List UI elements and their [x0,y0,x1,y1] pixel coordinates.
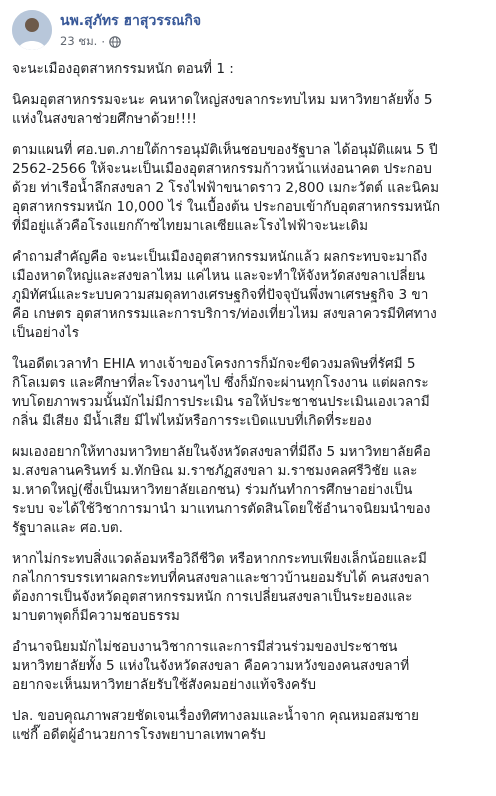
post-paragraph: อำนาจนิยมมักไม่ชอบงานวิชาการและการมีส่วนร่วมของประชาชน มหาวิทยาลัยทั้ง 5 แห่งในจังหวัดสงขลา คือความหวังของคนสงขลาที่ อยากจะเห็นมหาวิทยาลัยรับใช้สังคมอย่างแท้จริงครับ [12,639,410,693]
avatar-image [12,10,52,50]
author-name-link[interactable]: นพ.สุภัทร ฮาสุวรรณกิจ [60,13,202,29]
globe-icon[interactable] [109,36,121,48]
post-body [12,60,488,757]
post-paragraph: ตามแผนที่ ศอ.บต.ภายใต้การอนุมัติเห็นชอบของรัฐบาล ได้อนุมัติแผน 5 ปี 2562-2566 ให้จะนะเป็นเมืองอุตสาหกรรมก้าวหน้าแห่งอนาคต ประกอบ ด้วย ท่าเรือน้ำลึกสงขลา 2 โรงไฟฟ้าขนาดราว 2,800 เมกะวัตต์ และนิคม อุตสาหกรรมหนัก 10,000 ไร่ ในเบื้องต้น ประกอบเข้ากับอุตสาหกรรมหนัก ที่มีอยู่แล้วคือโรงแยกก๊าซไทยมาเลเซียและโรงไฟฟ้าจะนะเดิม [12,142,441,234]
post-paragraph: ผมเองอยากให้ทางมหาวิทยาลัยในจังหวัดสงขลาที่มีถึง 5 มหาวิทยาลัยคือ ม.สงขลานครินทร์ ม.ทักษิณ ม.ราชภัฏสงขลา ม.ราชมงคลศรีวิชัย และ ม.หาดใหญ่(ซึ่งเป็นมหาวิทยาลัยเอกชน) ร่วมกันทำการศึกษาอย่างเป็น ระบบ จะได้ใช้วิชาการมานำ มาแทนการตัดสินโดยใช้อำนาจนิยมนำของ รัฐบาลและ ศอ.บต. [12,444,431,536]
post-paragraph: คำถามสำคัญคือ จะนะเป็นเมืองอุตสาหกรรมหนักแล้ว ผลกระทบจะมาถึง เมืองหาดใหญ่และสงขลาไหม แค่ไหน และจะทำให้จังหวัดสงขลาเปลี่ยน ภูมิทัศน์และระบบความสมดุลทางเศรษฐกิจที่ปัจจุบันพึ่งพาเศรษฐกิจ 3 ขา คือ เกษตร อุตสาหกรรมและการบริการ/ท่องเที่ยวไหม สงขลาควรมีทิศทาง เป็นอย่างไร [12,249,437,341]
post-paragraph-postscript: ปล. ขอบคุณภาพสวยชัดเจนเรื่องทิศทางลมและน้ำจาก คุณหมอสมชาย แซ่กี๊ อดีตผู้อำนวยการโรงพยาบาลเทพาครับ [12,708,420,743]
post-paragraph-title: จะนะเมืองอุตสาหกรรมหนัก ตอนที่ 1 : [12,61,234,77]
post-paragraph-headline: นิคมอุตสาหกรรมจะนะ คนหาดใหญ่สงขลากระทบไหม มหาวิทยาลัยทั้ง 5 แห่งในสงขลาช่วยศึกษาด้วย!!!! [12,92,433,127]
meta-separator: · [101,35,105,49]
post-timestamp[interactable]: 23 ชม. [60,34,98,48]
post-paragraph: ในอดีตเวลาทำ EHIA ทางเจ้าของโครงการก็มักจะขีดวงมลพิษที่รัศมี 5 กิโลเมตร และศึกษาที่ละโรงงานๆไป ซึ่งก็มักจะผ่านทุกโรงงาน แต่ผลกระ ทบโดยภาพรวมนั้นมักไม่มีการประเมิน รอให้ประชาชนประเมินเองเวลามี กลิ่น มีเสียง มีน้ำเสีย มีไฟไหม้หรือการระเบิดแบบที่เกิดที่ระยอง [12,356,430,429]
post-meta [60,33,121,51]
author-avatar[interactable] [12,10,52,50]
post-header [0,0,496,52]
post-paragraph: หากไม่กระทบสิ่งแวดล้อมหรือวิถีชีวิต หรือหากกระทบเพียงเล็กน้อยและมี กลไกการบรรเทาผลกระทบที่คนสงขลาและชาวบ้านยอมรับได้ คนสงขลา ต้องการเป็นจังหวัดอุตสาหกรรมหนัก การเปลี่ยนสงขลาเป็นระยองและ มาบตาพุดก็มีความชอบธรรม [12,551,430,624]
